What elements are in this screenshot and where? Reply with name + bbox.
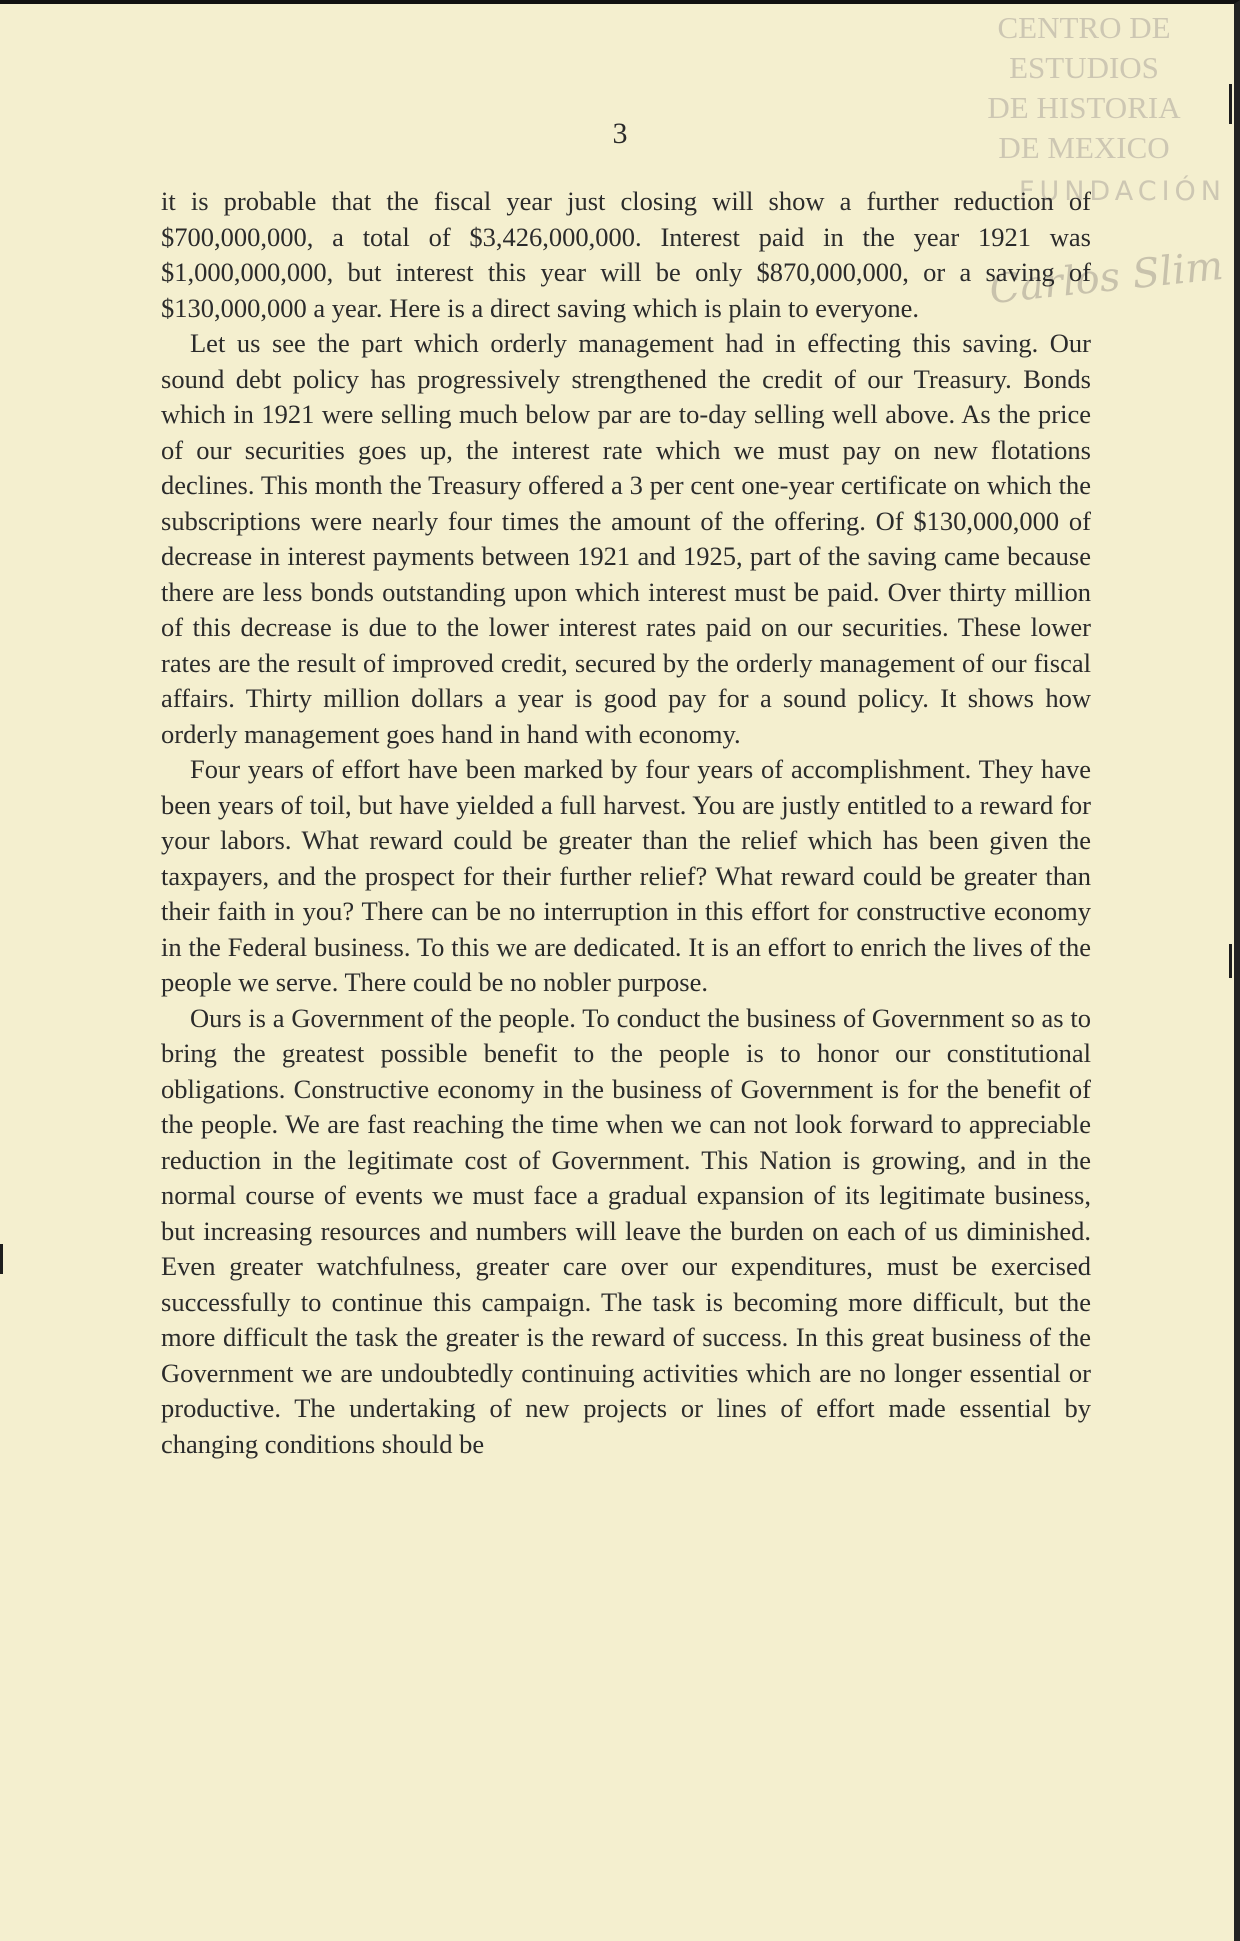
page-number: 3 <box>612 117 628 150</box>
watermark-line: DE HISTORIA <box>987 90 1181 125</box>
paragraph: Let us see the part which orderly management had in effecting this saving. Our sound debt policy has progressively strengthened the credit of our Treasury. Bonds which in 1921 were selling much below par are to-day selling well above. As the price of our securities goes up, the interest rate which we must pay on new flotations declines. This month the Treasury offered a 3 per cent one-year certificate on which the subscriptions were nearly four times the amount of the offering. Of $130,000,000 of decrease in interest payments between 1921 and 1925, part of the saving came because there are less bonds outstanding upon which interest must be paid. Over thirty million of this decrease is due to the lower interest rates paid on our securities. These lower rates are the result of improved credit, secured by the orderly management of our fiscal affairs. Thirty million dollars a year is good pay for a sound policy. It shows how orderly management goes hand in hand with economy. <box>161 328 1091 749</box>
paragraph: Ours is a Government of the people. To conduct the business of Government so as to bring the greatest possible benefit to the people is to honor our constitutional obligations. Constructive economy in the business of Government is for the benefit of the people. We are fast reaching the time when we can not look forward to appreciable reduction in the legitimate cost of Government. This Nation is growing, and in the normal course of events we must face a gradual expansion of its legitimate business, but increasing resources and numbers will leave the burden on each of us diminished. Even greater watchfulness, greater care over our expenditures, must be exercised successfully to continue this campaign. The task is becoming more difficult, but the more difficult the task the greater is the reward of success. In this great business of the Government we are undoubtedly continuing activities which are no longer essential or productive. The undertaking of new projects or lines of effort made essential by changing conditions should be <box>161 1002 1091 1459</box>
watermark-foundation: FUNDACIÓN <box>1018 176 1226 207</box>
scan-edge-mark <box>0 1244 3 1274</box>
paragraph: it is probable that the fiscal year just closing will show a further reduction of $700,000,000, a total of $3,426,000,000. Interest paid in the year 1921 was $1,000,000,000, but interest this year will be only $870,000,000, or a saving of $130,000,000 a year. Here is a direct saving which is plain to everyone. <box>161 186 1091 323</box>
body-text <box>161 184 1091 1462</box>
scan-edge-mark <box>1229 944 1232 978</box>
watermark-line: ESTUDIOS <box>1009 50 1159 85</box>
watermark-signature: Carlos Slim <box>987 242 1226 314</box>
scan-edge-mark <box>1229 84 1232 124</box>
watermark-line: DE MEXICO <box>998 130 1170 165</box>
watermark-line: CENTRO DE <box>997 10 1171 45</box>
paragraph: Four years of effort have been marked by four years of accomplishment. They have been years of toil, but have yielded a full harvest. You are justly entitled to a reward for your labors. What reward could be greater than the relief which has been given the taxpayers, and the prospect for their further relief? What reward could be greater than their faith in you? There can be no interruption in this effort for constructive economy in the Federal business. To this we are dedicated. It is an effort to enrich the lives of the people we serve. There could be no nobler purpose. <box>161 754 1091 997</box>
archive-watermark <box>934 8 1234 314</box>
